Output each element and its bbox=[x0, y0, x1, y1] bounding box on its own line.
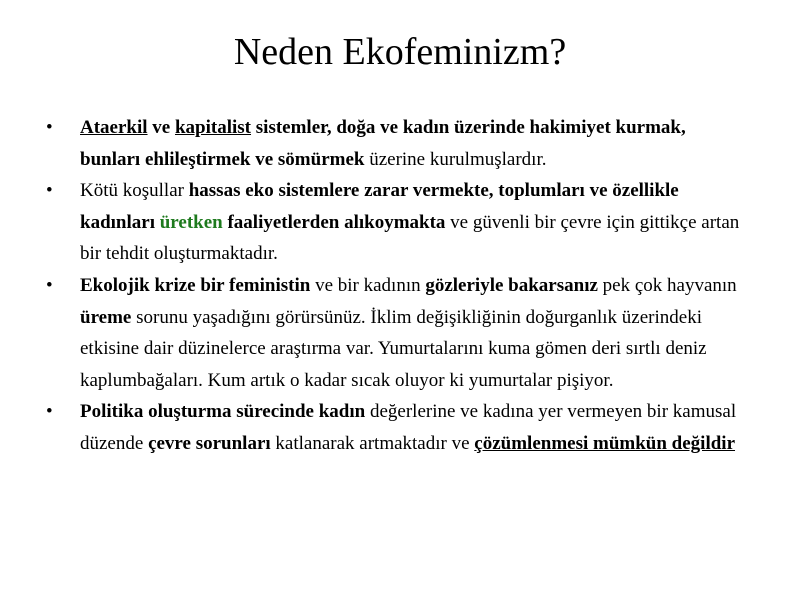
text-normal: üzerine kurulmuşlardır. bbox=[364, 148, 547, 170]
text-normal: pek çok hayvanın bbox=[597, 274, 737, 296]
bullet-item-3 bbox=[46, 270, 746, 396]
slide-title: Neden Ekofeminizm? bbox=[233, 31, 567, 73]
bullet-dot: • bbox=[46, 117, 53, 138]
bullet-item-1 bbox=[46, 112, 746, 175]
text-normal: Kötü koşullar bbox=[80, 180, 189, 202]
term-ureme: üreme bbox=[80, 306, 132, 328]
text-normal: ve bir kadının bbox=[310, 274, 426, 296]
text-normal: sorunu yaşadığını görürsünüz. İklim değişikliğinin doğurganlık üzerindeki etkisine dair düzinelerce araştırma var. Yumurtalarını kuma gömen deri sırtlı deniz kaplumbağaları. Kum artık o kadar sıcak oluyor ki yumurtalar pişiyor. bbox=[80, 306, 707, 391]
bullet-item-2 bbox=[46, 175, 746, 270]
text-connector: ve bbox=[147, 117, 175, 138]
bullet-dot: • bbox=[46, 274, 53, 296]
term-uretken: üretken bbox=[159, 211, 223, 233]
bullet-dot: • bbox=[46, 401, 53, 423]
text-bold: faaliyetlerden alıkoymakta bbox=[222, 211, 446, 233]
term-ataerkil: Ataerkil bbox=[80, 117, 148, 138]
text-normal: ve güvenli bir çevre için gittikçe artan bir tehdit oluşturmaktadır. bbox=[80, 211, 740, 265]
text-bold: hassas eko sistemlere zarar vermekte, toplumları ve özellikle kadınları bbox=[80, 180, 679, 233]
text-bold: Politika oluşturma sürecinde kadın bbox=[80, 401, 366, 423]
bullet-list bbox=[46, 112, 746, 460]
term-cevre-sorunlari: çevre sorunları bbox=[148, 432, 271, 454]
term-cozumlenmesi: çözümlenmesi mümkün değildir bbox=[474, 432, 736, 454]
text-bold: gözleriyle bakarsanız bbox=[425, 274, 598, 296]
text-normal: değerlerine ve kadına yer vermeyen bir kamusal düzende bbox=[80, 401, 737, 454]
text-bold: sistemler, doğa ve kadın üzerinde hakimiyet kurmak, bunları ehlileştirmek ve sömürmek bbox=[80, 117, 686, 170]
text-bold: Ekolojik krize bir feministin bbox=[80, 274, 311, 296]
bullet-item-4 bbox=[46, 396, 746, 459]
term-kapitalist: kapitalist bbox=[174, 117, 252, 138]
text-normal: katlanarak artmaktadır ve bbox=[270, 432, 475, 454]
bullet-dot: • bbox=[46, 180, 53, 202]
